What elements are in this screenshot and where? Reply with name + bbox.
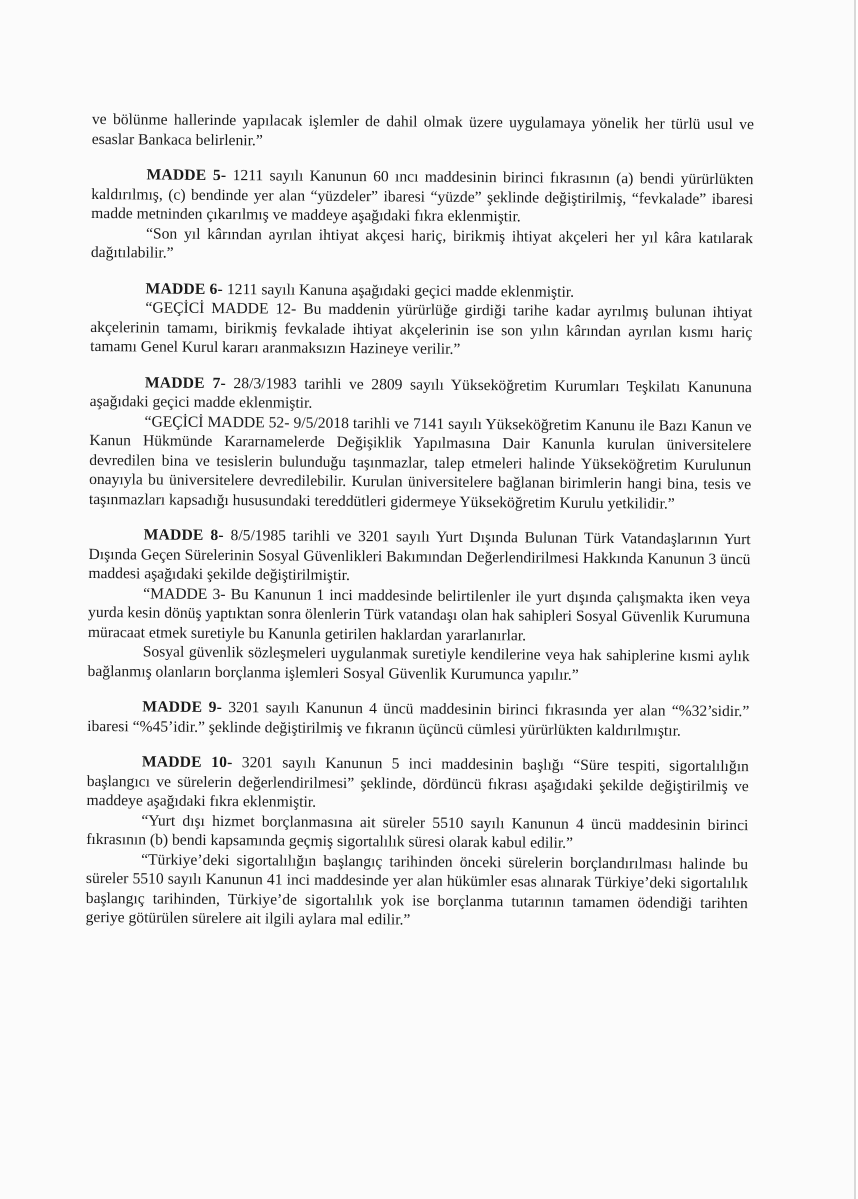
article-10-label: MADDE 10- [141, 753, 233, 772]
article-9-label: MADDE 9- [142, 698, 223, 717]
article-8 [88, 525, 750, 589]
article-6-text: 1211 sayılı Kanuna aşağıdaki geçici madde eklenmiştir. [222, 280, 575, 301]
article-7-quote: “GEÇİCİ MADDE 52- 9/5/2018 tarihli ve 7141 sayılı Yükseköğretim Kanunu ile Bazı Kanun ve Kanun Hükmünde Kararnamelerde Değişiklik Yapılmasına Dair Kanunla kurulan üniversitelere devredilen bina ve tesislerin bulunduğu taşınmazlar, talep etmeleri halinde Yükseköğretim Kurulunun onayıyla bu üniversitelere devredilebilir. Kurulan üniversitelere bağlanan birimlerin hangi bina, tesis ve taşınmazları kapsadığı hususundaki tereddütleri gidermeye Yükseköğretim Kurulu yetkilidir.” [88, 412, 752, 513]
document-body [86, 110, 754, 933]
article-5 [91, 165, 753, 229]
article-8-label: MADDE 8- [143, 526, 224, 545]
article-9-text: 3201 sayılı Kanunun 4 üncü maddesinin birinci fıkrasında yer alan “%32’sidir.” ibaresi “%45’idir.” şeklinde değiştirilmiş ve fıkranın üçüncü cümlesi yürürlükten kaldırılmıştır. [87, 699, 750, 740]
article-6-quote: “GEÇİCİ MADDE 12- Bu maddenin yürürlüğe girdiği tarihe kadar ayrılmış bulunan ihtiyat akçelerinin tamamı, birikmiş fevkalade ihtiyat akçelerinin ise son yılın kârından ayrılan kısmı hariç tamamı Genel Kurul kararı aranmaksızın Hazineye verilir.” [90, 299, 753, 358]
article-7-label: MADDE 7- [144, 373, 226, 392]
article-9 [87, 697, 749, 741]
article-8-quote-2: Sosyal güvenlik sözleşmeleri uygulanmak suretiyle kendilerine veya hak sahiplerine kısmi aylık bağlanmış olanların borçlanma işlemleri Sosyal Güvenlik Kurumunca yapılır.” [87, 643, 750, 684]
article-6-label: MADDE 6- [145, 279, 224, 298]
paragraph-intro: ve bölünme hallerinde yapılacak işlemler de dahil olmak üzere uygulamaya yönelik her türlü usul ve esaslar Bankaca belirlenir.” [91, 110, 754, 149]
article-10-quote-1: “Yurt dışı hizmet borçlanmasına ait süreler 5510 sayılı Kanunun 4 üncü maddesinin birinci fıkrasının (b) bendi kapsamında geçmiş sigortalılık süresi olarak kabul edilir.” [86, 811, 749, 852]
article-10-text: 3201 sayılı Kanunun 5 inci maddesinin başlığı “Süre tespiti, sigortalılığın başlangıcı ve sürelerin değerlendirilmesi” şeklinde, dördüncü fıkrası aşağıdaki şekilde değiştirilmiş ve maddeye aşağıdaki fıkra eklenmiştir. [86, 754, 749, 811]
article-8-quote-1: “MADDE 3- Bu Kanunun 1 inci maddesinde belirtilenler ile yurt dışında çalışmakta iken veya yurda kesin dönüş yaptıktan sonra ölenlerin Türk vatandaşı olan hak sahipleri Sosyal Güvenlik Kurumuna müracaat etmek suretiyle bu Kanunla getirilen haklardan yararlanırlar. [87, 584, 751, 644]
article-5-quote: “Son yıl kârından ayrılan ihtiyat akçesi hariç, birikmiş ihtiyat akçeleri her yıl kâra katılarak dağıtılabilir.” [90, 224, 754, 262]
article-7 [90, 372, 752, 416]
article-10-quote-2: “Türkiye’deki sigortalılığın başlangıç tarihinden önceki sürelerin borçlandırılması halinde bu süreler 5510 sayılı Kanunun 41 inci maddesinde yer alan hükümler esas alınarak Türkiye’deki sigortalılık başlangıç tarihinden, Türkiye’de sigortalılık yok ise borçlanma tutarının tamamen ödendiği tarihten geriye götürülen sürelere ait ilgili aylara mal edilir.” [85, 850, 749, 929]
article-7-text: 28/3/1983 tarihli ve 2809 sayılı Yükseköğretim Kurumları Teşkilatı Kanununa aşağıdaki geçici madde eklenmiştir. [89, 374, 752, 412]
article-10 [86, 752, 748, 816]
article-8-text: 8/5/1985 tarihli ve 3201 sayılı Yurt Dışında Bulunan Türk Vatandaşlarının Yurt Dışında Geçen Sürelerinin Sosyal Güvenlikleri Bakımından Değerlendirilmesi Hakkında Kanunun 3 üncü maddesi aşağıdaki şekilde değiştirilmiştir. [88, 527, 751, 585]
article-5-label: MADDE 5- [146, 166, 227, 185]
article-5-text: 1211 sayılı Kanunun 60 ıncı maddesinin birinci fıkrasının (a) bendi yürürlükten kaldırılmış, (c) bendinde yer alan “yüzdeler” ibaresi “yüzde” şeklinde değiştirilmiş, “fevkalade” ibaresi madde metninden çıkarılmış ve maddeye aşağıdaki fıkra eklenmiştir. [91, 167, 754, 226]
